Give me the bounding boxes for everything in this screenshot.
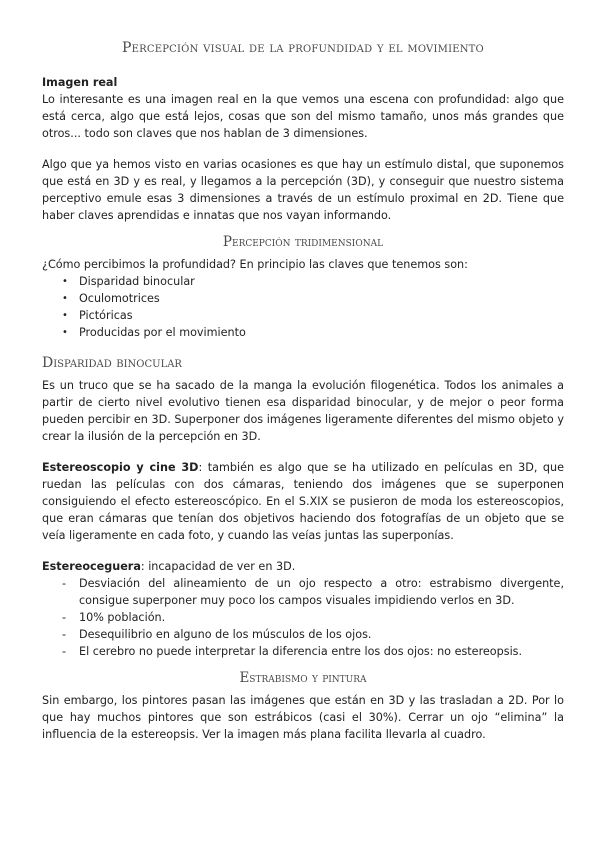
imagen-real-label: Imagen real [42, 76, 118, 89]
list-item: • Producidas por el movimiento [62, 324, 564, 341]
estereoscopio-label: Estereoscopio y cine 3D [42, 461, 199, 474]
document-page [42, 40, 564, 743]
list-item: • Pictóricas [62, 307, 564, 324]
estereoscopio-text: : también es algo que se ha utilizado en películas en 3D, que ruedan las películas con dos cámaras, teniendo dos imágenes que se superponen consiguiendo el efecto estereoscópico. En el S.XIX se pusieron de moda los estereoscopios, que eran cámaras que tenían dos objetivos haciendo dos fotografías de un objeto que se veía ligeramente en cada foto, y cuando las veías juntas las superponías. [42, 461, 564, 542]
disparidad-paragraph: Es un truco que se ha sacado de la manga la evolución filogenética. Todos los animales a partir de cierto nivel evolutivo tienen esa disparidad binocular, y de mejor o peor forma pueden percibir en 3D. Superponer dos imágenes ligeramente diferentes del mismo objeto y crear la ilusión de la percepción en 3D. [42, 379, 564, 443]
estereoceguera-text: : incapacidad de ver en 3D. [140, 560, 296, 573]
estereoceguera-label: Estereoceguera [42, 560, 141, 573]
heading-percepcion-tridimensional: Percepción tridimensional [222, 234, 384, 250]
heading-disparidad-binocular: Disparidad binocular [42, 355, 182, 371]
imagen-real-paragraph-2: Algo que ya hemos visto en varias ocasiones es que hay un estímulo distal, que suponemos que está en 3D y es real, y llegamos a la percepción (3D), y conseguir que nuestro sistema perceptivo emule esas 3 dimensiones a través de un estímulo proximal en 2D. Tiene que haber claves aprendidas e innatas que nos vayan informando. [42, 158, 564, 222]
list-item: - Desequilibrio en alguno de los músculos de los ojos. [62, 626, 564, 643]
heading-estrabismo-pintura: Estrabismo y pintura [239, 670, 367, 686]
claves-list [42, 273, 564, 341]
list-item: - Desviación del alineamiento de un ojo respecto a otro: estrabismo divergente, consigue superponer muy poco los campos visuales impidiendo verlos en 3D. [62, 575, 564, 609]
list-item: • Oculomotrices [62, 290, 564, 307]
estereoscopio-paragraph [42, 459, 564, 544]
document-title: Percepción visual de la profundidad y el movimiento [122, 40, 484, 56]
list-item: - El cerebro no puede interpretar la diferencia entre los dos ojos: no estereopsis. [62, 643, 564, 660]
imagen-real-paragraph-1: Lo interesante es una imagen real en la que vemos una escena con profundidad: algo que está cerca, algo que está lejos, cosas que son del mismo tamaño, unos más grandes que otros... todo son claves que nos hablan de 3 dimensiones. [42, 93, 564, 140]
estrabismo-paragraph: Sin embargo, los pintores pasan las imágenes que están en 3D y las trasladan a 2D. Por lo que hay muchos pintores que son estrábicos (casi el 30%). Cerrar un ojo “elimina” la influencia de la estereopsis. Ver la imagen más plana facilita llevarla al cuadro. [42, 694, 564, 741]
list-item: • Disparidad binocular [62, 273, 564, 290]
percepcion-intro: ¿Cómo percibimos la profundidad? En principio las claves que tenemos son: [42, 258, 468, 271]
estereoceguera-paragraph [42, 558, 564, 575]
estereoceguera-list [42, 575, 564, 660]
list-item: - 10% población. [62, 609, 564, 626]
